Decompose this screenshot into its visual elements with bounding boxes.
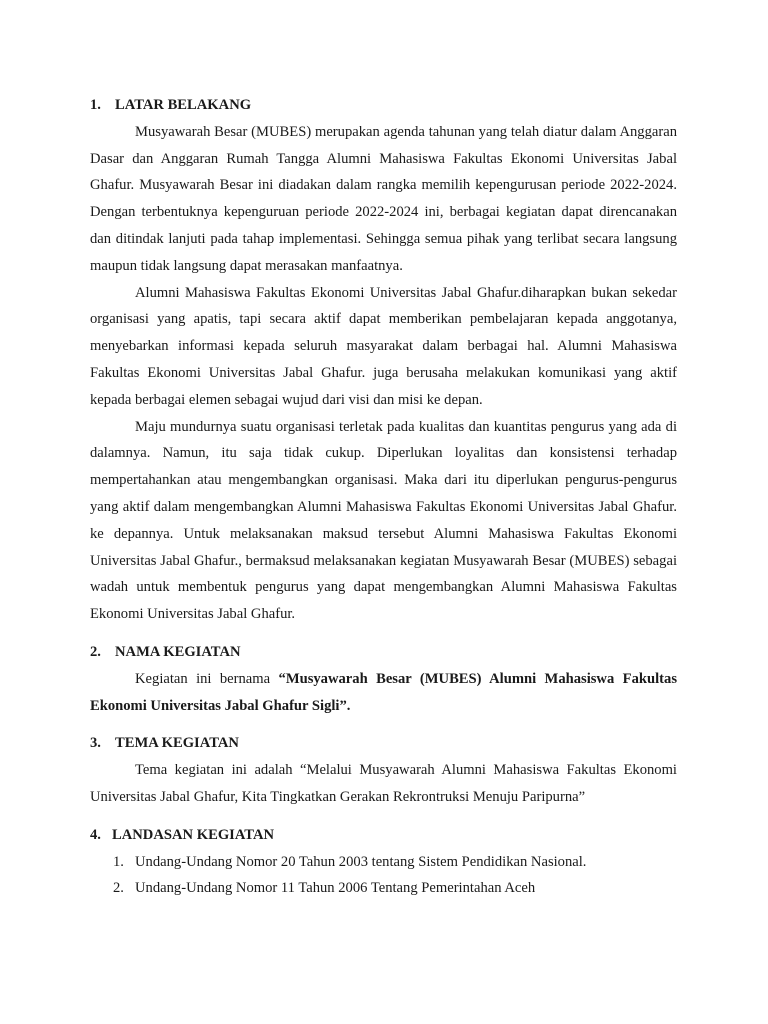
section-heading-landasan-kegiatan <box>90 822 677 849</box>
section-title: LATAR BELAKANG <box>115 97 252 113</box>
paragraph: Maju mundurnya suatu organisasi terletak pada kualitas dan kuantitas pengurus yang ada di dalamnya. Namun, itu saja tidak cukup. Diperlukan loyalitas dan konsistensi terhadap mempertahankan atau mengembangkan organisasi. Maka dari itu diperlukan pengurus-pengurus yang aktif dalam mengembangkan Alumni Mahasiswa Fakultas Ekonomi Universitas Jabal Ghafur. ke depannya. Untuk melaksanakan maksud tersebut Alumni Mahasiswa Fakultas Ekonomi Universitas Jabal Ghafur., bermaksud melaksanakan kegiatan Musyawarah Besar (MUBES) sebagai wadah untuk membentuk pengurus yang dapat mengembangkan Alumni Mahasiswa Fakultas Ekonomi Universitas Jabal Ghafur. <box>90 418 677 623</box>
list-item-number: 1. <box>113 853 124 870</box>
list-item <box>90 875 677 902</box>
list-item <box>90 849 677 876</box>
paragraph-lead: Kegiatan ini bernama <box>135 670 279 687</box>
section-title: NAMA KEGIATAN <box>115 643 241 660</box>
paragraph: Musyawarah Besar (MUBES) merupakan agenda tahunan yang telah diatur dalam Anggaran Dasar dan Anggaran Rumah Tangga Alumni Mahasiswa Fakultas Ekonomi Universitas Jabal Ghafur. Musyawarah Besar ini diadakan dalam rangka memilih kepengurusan periode 2022-2024. Dengan terbentuknya kepenguruan periode 2022-2024 ini, berbagai kegiatan dapat direncanakan dan ditindak lanjuti pada tahap implementasi. Sehingga semua pihak yang terlibat secara langsung maupun tidak langsung dapat merasakan manfaatnya. <box>90 123 677 274</box>
section-title: LANDASAN KEGIATAN <box>112 826 275 843</box>
list-item-number: 2. <box>113 880 124 897</box>
document-page <box>90 92 677 902</box>
event-name: “Musyawarah Besar (MUBES) Alumni Mahasiswa Fakultas Ekonomi Universitas Jabal Ghafur Sigli”. <box>90 670 678 714</box>
section-heading-tema-kegiatan <box>90 730 677 757</box>
section-heading-nama-kegiatan <box>90 639 677 666</box>
section-number: 1. <box>90 97 101 113</box>
paragraph: Tema kegiatan ini adalah “Melalui Musyawarah Alumni Mahasiswa Fakultas Ekonomi Universitas Jabal Ghafur, Kita Tingkatkan Gerakan Rekrontruksi Menuju Paripurna” <box>90 762 677 805</box>
paragraph <box>90 666 677 720</box>
paragraph: Alumni Mahasiswa Fakultas Ekonomi Universitas Jabal Ghafur.diharapkan bukan sekedar organisasi yang apatis, tapi secara aktif dapat memberikan pembelajaran kepada anggotanya, menyebarkan informasi kepada seluruh masyarakat dalam berbagai hal. Alumni Mahasiswa Fakultas Ekonomi Universitas Jabal Ghafur. juga berusaha melakukan komunikasi yang aktif kepada berbagai elemen sebagai wujud dari visi dan misi ke depan. <box>90 284 677 408</box>
list-item-text: Undang-Undang Nomor 20 Tahun 2003 tentang Sistem Pendidikan Nasional. <box>135 853 587 870</box>
legal-basis-list <box>90 849 677 903</box>
section-heading-latar-belakang <box>90 92 677 119</box>
section-number: 2. <box>90 643 101 660</box>
section-number: 4. <box>90 826 101 843</box>
section-title: TEMA KEGIATAN <box>115 735 239 752</box>
section-number: 3. <box>90 735 101 752</box>
list-item-text: Undang-Undang Nomor 11 Tahun 2006 Tentang Pemerintahan Aceh <box>135 880 536 897</box>
